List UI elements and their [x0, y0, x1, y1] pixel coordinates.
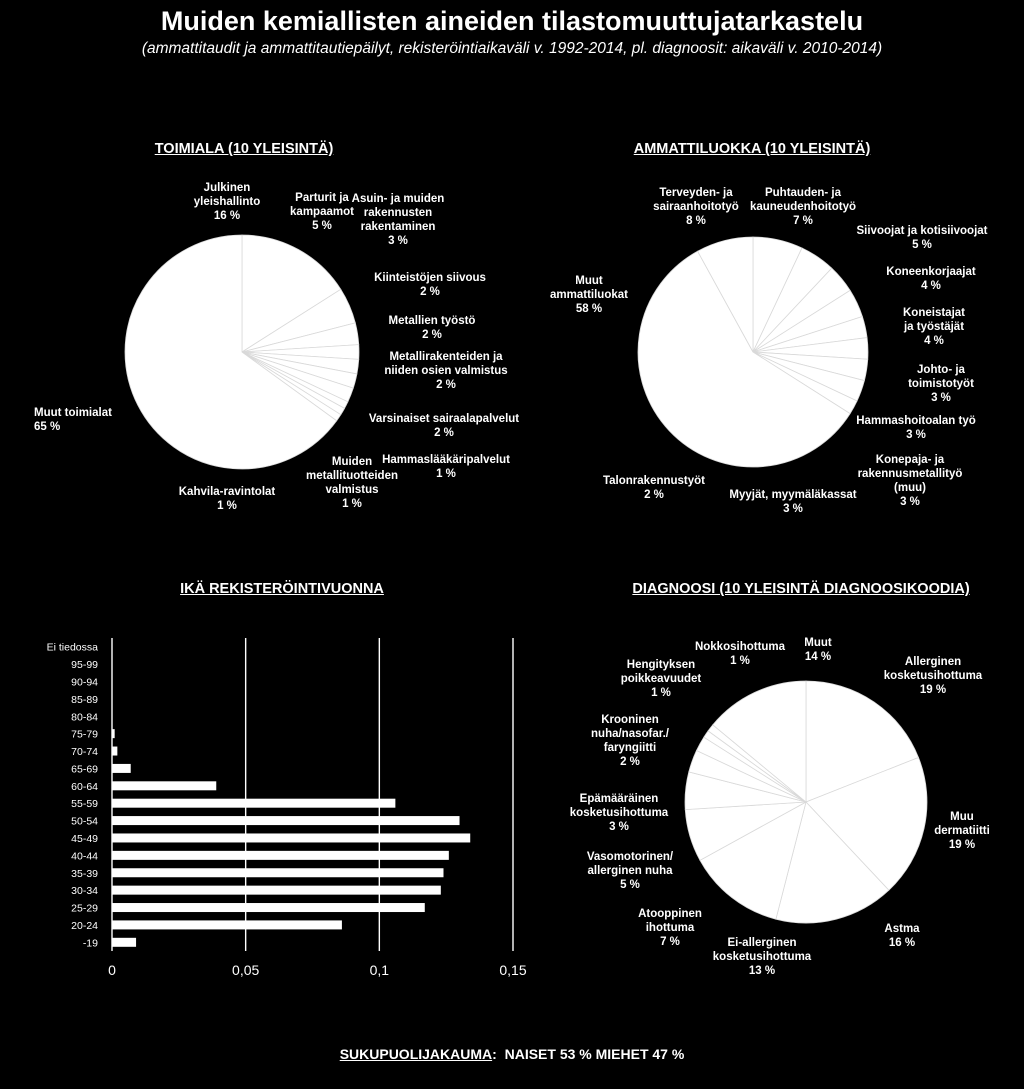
bar: [112, 920, 342, 929]
pie-slice-percent: 8 %: [686, 215, 706, 227]
bar: [112, 851, 449, 860]
pie-slice-label: Konepaja- ja rakennusmetallityö (muu) 3 %: [857, 454, 963, 508]
pie-slice-label: Koneistajat ja työstäjät 4 %: [903, 307, 965, 347]
y-tick-label: 35-39: [71, 867, 98, 880]
pie-slice-label: Muiden metallituotteiden valmistus 1 %: [305, 456, 399, 510]
pie-slice-label: Vasomotorinen/ allerginen nuha 5 %: [586, 851, 674, 891]
pie-slice-percent: 1 %: [730, 655, 750, 667]
pie-slice-percent: 5 %: [912, 239, 932, 251]
pie-slice-percent: 65 %: [34, 421, 61, 433]
gender-distribution-label: SUKUPUOLIJAKAUMA: [339, 1046, 493, 1062]
pie-slice-label: Hammaslääkäripalvelut 1 %: [382, 454, 510, 480]
pie-slice-label: Johto- ja toimistotyöt 3 %: [908, 364, 974, 404]
pie-slice-percent: 14 %: [804, 651, 832, 663]
pie-slice-percent: 7 %: [793, 215, 813, 227]
pie-slice-label: Myyjät, myymäläkassat 3 %: [729, 489, 857, 515]
pie-slice-percent: 3 %: [388, 235, 408, 247]
pie-chart-0: [125, 235, 359, 469]
bar: [112, 799, 395, 808]
pie-slice-percent: 2 %: [436, 379, 456, 391]
pie-slice-percent: 3 %: [783, 503, 803, 515]
bar: [112, 764, 131, 773]
pie-chart-1: [638, 237, 868, 467]
y-tick-label: -19: [82, 937, 98, 950]
y-tick-label: 70-74: [71, 746, 98, 759]
y-tick-label: 80-84: [71, 711, 98, 724]
y-tick-label: 90-94: [71, 676, 98, 689]
pie-slice-label: Nokkosihottuma 1 %: [694, 641, 786, 667]
pie-slice-percent: 19 %: [948, 839, 976, 851]
y-tick-label: 40-44: [71, 850, 98, 863]
pie-slice-percent: 3 %: [609, 821, 629, 833]
pie-slice-label: Metallien työstö 2 %: [388, 315, 476, 341]
pie-slice-label: Siivoojat ja kotisiivoojat 5 %: [856, 225, 988, 251]
pie-slice-label: Astma 16 %: [884, 923, 920, 949]
pie-slice-label: Talonrakennustyöt 2 %: [602, 475, 706, 501]
pie-slice-label: Epämääräinen kosketusihottuma 3 %: [569, 793, 669, 833]
bar: [112, 903, 425, 912]
y-tick-label: 50-54: [71, 815, 98, 828]
x-tick-label: 0: [108, 962, 116, 978]
occupation-chart-title: AMMATTILUOKKA (10 YLEISINTÄ): [633, 141, 871, 157]
pie-slice-label: Kahvila-ravintolat 1 %: [178, 486, 276, 512]
y-tick-label: 85-89: [71, 693, 98, 706]
pie-slice-percent: 3 %: [900, 496, 920, 508]
bar: [112, 747, 117, 756]
pie-slice-percent: 2 %: [434, 427, 454, 439]
pie-slice-percent: 2 %: [422, 329, 442, 341]
pie-slice-percent: 4 %: [921, 280, 941, 292]
pie-slice-percent: 5 %: [620, 879, 640, 891]
y-tick-label: 25-29: [71, 902, 98, 915]
y-tick-label: 75-79: [71, 728, 98, 741]
pie-slice-label: Atooppinen ihottuma 7 %: [638, 908, 702, 948]
pie-slice-label: Julkinen yleishallinto 16 %: [193, 182, 261, 222]
diagnosis-chart-title: DIAGNOOSI (10 YLEISINTÄ DIAGNOOSIKOODIA): [632, 581, 970, 597]
pie-slice-percent: 2 %: [644, 489, 664, 501]
pie-slice-label: Hammashoitoalan työ 3 %: [856, 415, 976, 441]
x-tick-label: 0,1: [369, 962, 390, 978]
pie-slice-label: Terveyden- ja sairaanhoitotyö 8 %: [653, 187, 739, 227]
pie-slice-label: Muut toimialat 65 %: [34, 407, 112, 433]
y-tick-label: 45-49: [71, 832, 98, 845]
pie-slice-percent: 13 %: [748, 965, 776, 977]
pie-slice-percent: 3 %: [931, 392, 951, 404]
y-tick-label: 55-59: [71, 798, 98, 811]
y-tick-label: 65-69: [71, 763, 98, 776]
pie-slice-label: Asuin- ja muiden rakennusten rakentaminen 3 %: [351, 193, 445, 247]
bar: [112, 781, 216, 790]
pie-slice-percent: 1 %: [651, 687, 671, 699]
bar: [112, 868, 443, 877]
pie-slice-label: Parturit ja kampaamot 5 %: [290, 192, 354, 232]
pie-slice-percent: 4 %: [924, 335, 944, 347]
industry-chart-title: TOIMIALA (10 YLEISINTÄ): [154, 141, 334, 157]
pie-slice-percent: 5 %: [312, 220, 332, 232]
pie-slice-percent: 2 %: [420, 286, 440, 298]
gender-distribution-values: NAISET 53 % MIEHET 47 %: [504, 1046, 685, 1062]
pie-slice-label: Metallirakenteiden ja niiden osien valmistus 2 %: [384, 351, 508, 391]
pie-slice-label: Hengityksen poikkeavuudet 1 %: [620, 659, 702, 699]
pie-slice-label: Krooninen nuha/nasofar./ faryngiitti 2 %: [591, 714, 669, 768]
y-tick-label: 30-34: [71, 885, 98, 898]
y-tick-label: Ei tiedossa: [46, 641, 98, 654]
bar: [112, 886, 441, 895]
age-bar-chart: [47, 638, 527, 978]
x-tick-label: 0,05: [232, 962, 260, 978]
pie-slice-label: Puhtauden- ja kauneudenhoitotyö 7 %: [749, 187, 857, 227]
y-tick-label: 95-99: [71, 659, 98, 672]
pie-slice-label: Varsinaiset sairaalapalvelut 2 %: [368, 413, 520, 439]
bar: [112, 816, 460, 825]
page-title: Muiden kemiallisten aineiden tilastomuuttujatarkastelu: [160, 6, 864, 36]
pie-slice-percent: 16 %: [213, 210, 241, 222]
gender-distribution: [0, 1046, 1024, 1062]
pie-slice-label: Allerginen kosketusihottuma 19 %: [883, 656, 983, 696]
pie-slice-percent: 58 %: [575, 303, 603, 315]
pie-slice-percent: 1 %: [342, 498, 362, 510]
age-chart-title: IKÄ REKISTERÖINTIVUONNA: [180, 581, 384, 597]
gender-distribution-separator: :: [492, 1046, 497, 1062]
pie-slice-label: Muut ammattiluokat 58 %: [550, 275, 628, 315]
pie-slice-label: Muu dermatiitti 19 %: [934, 811, 990, 851]
pie-slice-percent: 2 %: [620, 756, 640, 768]
pie-chart-3: [685, 681, 927, 923]
pie-slice-percent: 1 %: [217, 500, 237, 512]
pie-slice-percent: 3 %: [906, 429, 926, 441]
pie-slice-label: Kiinteistöjen siivous 2 %: [374, 272, 486, 298]
pie-slice-percent: 16 %: [888, 937, 916, 949]
bar: [112, 938, 136, 947]
page-subtitle: (ammattitaudit ja ammattitautiepäilyt, rekisteröintiaikaväli v. 1992-2014, pl. diagnoosit: aikaväli v. 2010-2014): [141, 40, 883, 57]
x-tick-label: 0,15: [499, 962, 527, 978]
pie-slice-label: Ei-allerginen kosketusihottuma 13 %: [712, 937, 812, 977]
pie-slice-percent: 1 %: [436, 468, 456, 480]
bar: [112, 833, 470, 842]
pie-slice-label: Muut 14 %: [804, 637, 832, 663]
y-tick-label: 60-64: [71, 780, 98, 793]
y-tick-label: 20-24: [71, 919, 98, 932]
bar: [112, 729, 115, 738]
pie-slice-percent: 7 %: [660, 936, 680, 948]
pie-slice-label: Koneenkorjaajat 4 %: [886, 266, 976, 292]
pie-slice-percent: 19 %: [919, 684, 947, 696]
